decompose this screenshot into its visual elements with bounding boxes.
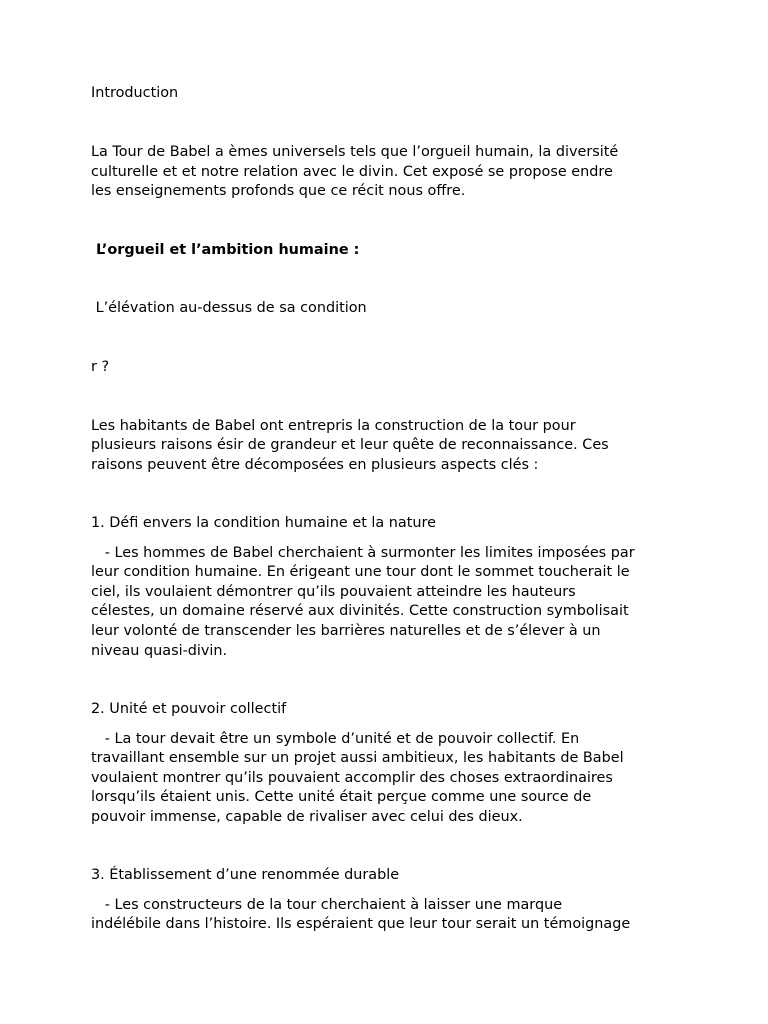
point-3-line: - Les constructeurs de la tour cherchaient à laisser une marque — [91, 897, 563, 913]
point-2-line: travaillant ensemble sur un projet aussi ambitieux, les habitants de Babel — [91, 750, 624, 766]
point-2-title: 2. Unité et pouvoir collectif — [91, 701, 287, 717]
point-2-line: lorsqu’ils étaient unis. Cette unité était perçue comme une source de — [91, 789, 592, 805]
intro-line: La Tour de Babel a èmes universels tels que l’orgueil humain, la diversité — [91, 144, 619, 160]
point-1-line: leur volonté de transcender les barrières naturelles et de s’élever à un — [91, 623, 601, 639]
paragraph-line: plusieurs raisons ésir de grandeur et leur quête de reconnaissance. Ces — [91, 437, 609, 453]
section-heading: L’orgueil et l’ambition humaine : — [91, 242, 360, 258]
point-2-line: - La tour devait être un symbole d’unité et de pouvoir collectif. En — [91, 731, 580, 747]
intro-line: culturelle et et notre relation avec le divin. Cet exposé se propose endre — [91, 164, 613, 180]
point-1-line: - Les hommes de Babel cherchaient à surmonter les limites imposées par — [91, 545, 635, 561]
intro-line: les enseignements profonds que ce récit nous offre. — [91, 183, 466, 199]
point-2-line: voulaient montrer qu’ils pouvaient accomplir des choses extraordinaires — [91, 770, 613, 786]
subsection-heading: L’élévation au-dessus de sa condition — [91, 300, 367, 316]
paragraph-line: Les habitants de Babel ont entrepris la construction de la tour pour — [91, 418, 576, 434]
point-3-line: indélébile dans l’histoire. Ils espéraient que leur tour serait un témoignage — [91, 916, 631, 932]
point-1-line: niveau quasi-divin. — [91, 643, 228, 659]
paragraph-line: raisons peuvent être décomposées en plusieurs aspects clés : — [91, 457, 539, 473]
intro-heading: Introduction — [91, 85, 179, 101]
text-fragment: r ? — [91, 359, 110, 375]
point-3-title: 3. Établissement d’une renommée durable — [91, 867, 400, 883]
point-1-line: célestes, un domaine réservé aux divinités. Cette construction symbolisait — [91, 603, 629, 619]
point-1-line: ciel, ils voulaient démontrer qu’ils pouvaient atteindre les hauteurs — [91, 584, 576, 600]
point-1-line: leur condition humaine. En érigeant une tour dont le sommet toucherait le — [91, 564, 630, 580]
point-2-line: pouvoir immense, capable de rivaliser avec celui des dieux. — [91, 809, 523, 825]
point-1-title: 1. Défi envers la condition humaine et la nature — [91, 515, 436, 531]
